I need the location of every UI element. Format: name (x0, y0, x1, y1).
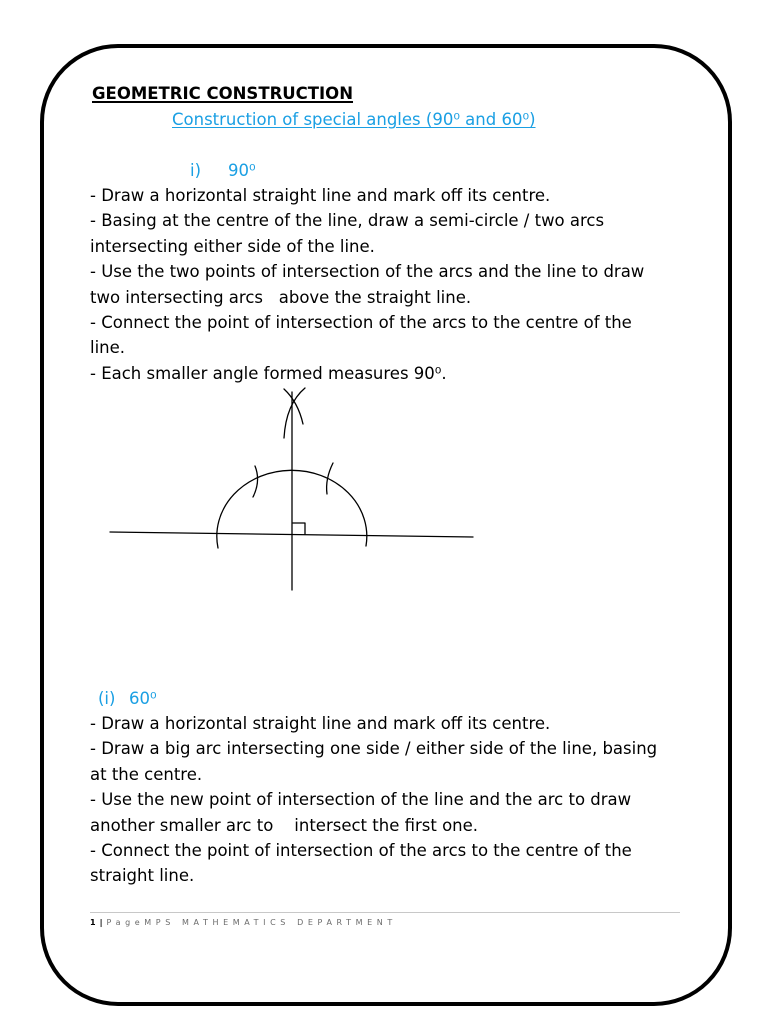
perpendicular-construction-diagram (100, 380, 490, 600)
top-arc-from-right (284, 388, 305, 438)
instruction-line: - Draw a horizontal straight line and mark off its centre. (90, 186, 551, 205)
page-footer (90, 917, 397, 929)
instruction-line: - Draw a big arc intersecting one side / either side of the line, basing (90, 739, 658, 759)
page-title: GEOMETRIC CONSTRUCTION (92, 84, 354, 103)
page-subtitle: Construction of special angles (90⁰ and 60⁰) (172, 110, 536, 129)
instruction-line: - Use the new point of intersection of the line and the arc to draw (90, 790, 632, 810)
instruction-line: line. (90, 338, 126, 358)
instruction-line: - Connect the point of intersection of the arcs to the centre of the (90, 840, 632, 860)
instruction-line: - Each smaller angle formed measures 90⁰. (90, 363, 447, 383)
instruction-line: - Use the two points of intersection of the arcs and the line to draw (90, 262, 645, 282)
section-60-number: (i) (98, 689, 116, 708)
section-60-heading: 60⁰ (129, 689, 157, 708)
footer-divider (90, 912, 680, 913)
right-angle-marker (293, 523, 305, 534)
instruction-line: another smaller arc to intersect the first one. (90, 815, 479, 835)
instruction-line: - Draw a horizontal straight line and mark off its centre. (90, 714, 551, 733)
instruction-line: two intersecting arcs above the straight line. (90, 287, 472, 307)
instruction-line: - Connect the point of intersection of the arcs to the centre of the (90, 312, 632, 332)
footer-text: PageMPS MATHEMATICS DEPARTMENT (106, 918, 397, 927)
left-crossing-arc (253, 466, 258, 497)
right-crossing-arc (327, 463, 333, 494)
footer-separator: | (99, 918, 103, 927)
section-90-heading: 90⁰ (228, 161, 256, 180)
instruction-line: - Basing at the centre of the line, draw a semi-circle / two arcs (90, 211, 605, 231)
instruction-line: intersecting either side of the line. (90, 236, 375, 256)
instruction-line: at the centre. (90, 764, 203, 784)
page-number: 1 (90, 918, 96, 927)
section-90-instructions (90, 183, 644, 386)
section-90-number: i) (190, 161, 202, 180)
section-60-instructions (90, 711, 657, 889)
instruction-line: straight line. (90, 866, 195, 886)
